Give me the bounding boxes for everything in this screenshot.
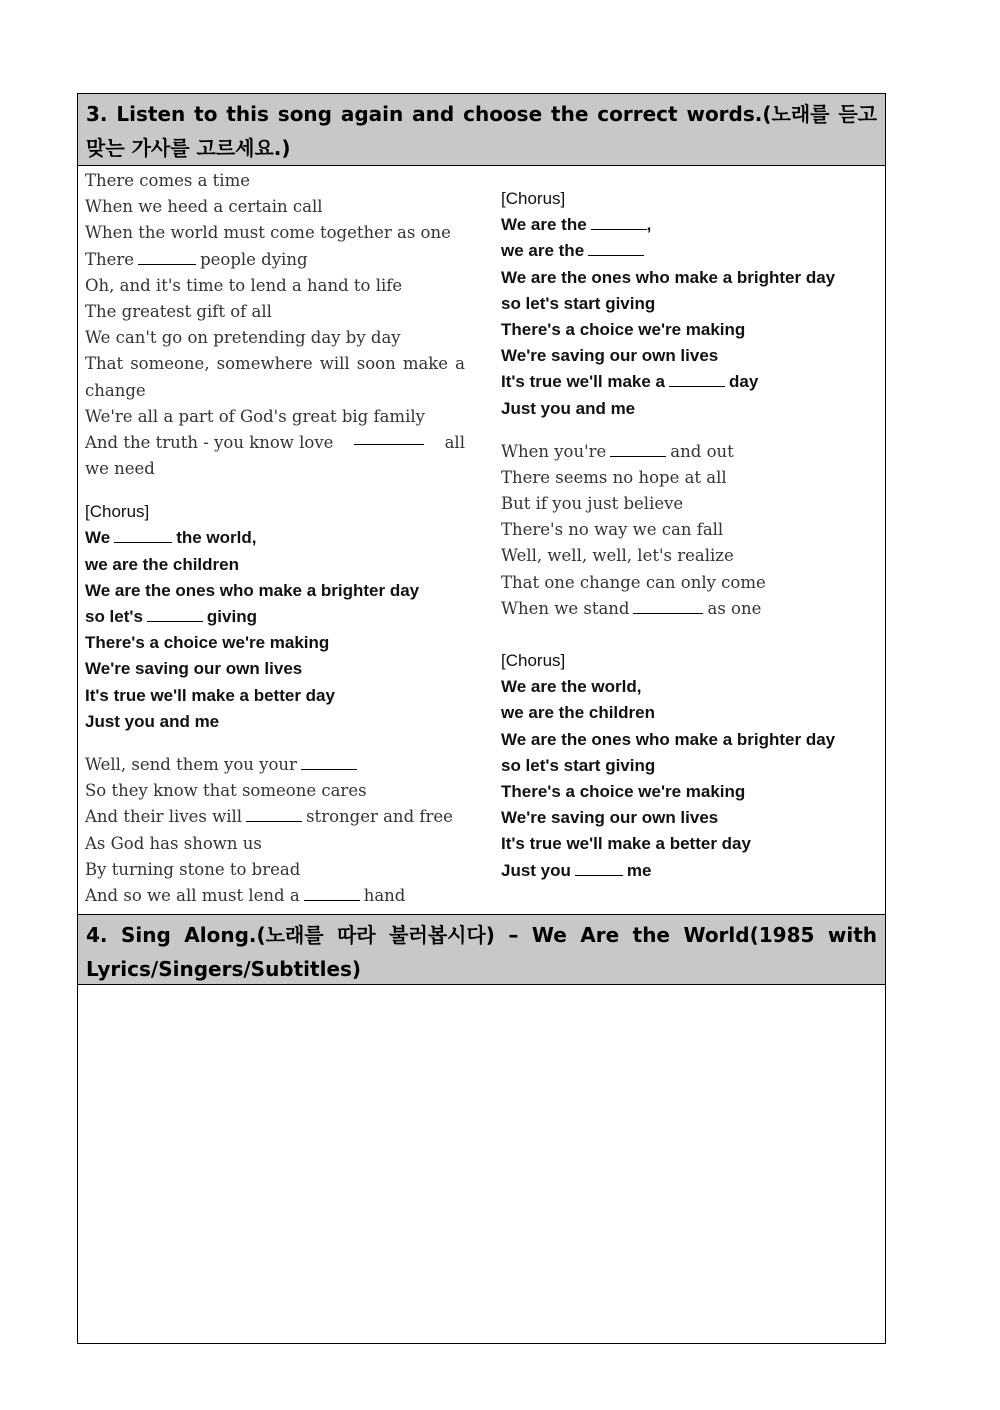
lyric-line — [85, 604, 465, 630]
lyric-line: There seems no hope at all — [501, 467, 727, 487]
lyric-line: We are the ones who make a brighter day — [85, 580, 420, 600]
lyric-line — [85, 883, 465, 909]
lyric-line — [501, 439, 871, 465]
lyric-text: We are the — [501, 215, 587, 235]
lyrics-right-column — [501, 186, 871, 884]
lyric-line: so let's start giving — [501, 293, 656, 313]
lyrics-left-column — [85, 168, 465, 909]
lyric-text: giving — [206, 607, 257, 627]
lyric-line — [85, 525, 465, 551]
lyric-line: We're all a part of God's great big family — [85, 406, 425, 426]
lyric-line — [501, 369, 871, 395]
lyric-line — [501, 858, 871, 884]
answer-blank[interactable] — [138, 250, 196, 265]
lyric-line: It's true we'll make a better day — [85, 685, 335, 705]
lyric-text: Just you — [501, 860, 571, 880]
lyric-text: the world, — [176, 528, 257, 548]
lyric-line — [85, 804, 465, 830]
lyric-line: That one change can only come — [501, 572, 766, 592]
lyric-text: There — [85, 249, 135, 269]
lyric-line — [85, 430, 465, 456]
lyric-line: That someone, somewhere will soon make a change — [85, 354, 465, 400]
lyric-line — [85, 752, 465, 778]
chorus-label: [Chorus] — [501, 189, 566, 208]
lyric-text: We — [85, 528, 111, 548]
lyrics-area — [78, 166, 885, 914]
lyric-line: we are the children — [501, 703, 655, 723]
lyric-line: we are the children — [85, 554, 239, 574]
lyric-line: Well, well, well, let's realize — [501, 546, 734, 566]
answer-blank[interactable] — [610, 442, 666, 457]
lyric-line: We can't go on pretending day by day — [85, 328, 401, 348]
lyric-line: As God has shown us — [85, 833, 262, 853]
lyric-line: There comes a time — [85, 171, 250, 190]
lyric-line: Just you and me — [85, 711, 220, 731]
lyric-line — [85, 247, 465, 273]
worksheet — [77, 93, 886, 1344]
lyric-line: Oh, and it's time to lend a hand to life — [85, 275, 403, 295]
lyric-text: , — [646, 215, 652, 235]
lyric-line: There's a choice we're making — [85, 633, 330, 653]
lyric-line: We are the ones who make a brighter day — [501, 729, 836, 749]
lyric-text: and out — [670, 441, 734, 461]
lyric-line: When the world must come together as one — [85, 223, 451, 243]
lyric-text: When you're — [501, 441, 607, 461]
lyric-line: Just you and me — [501, 398, 636, 418]
lyric-line — [501, 212, 871, 238]
lyric-line: We're saving our own lives — [501, 346, 719, 366]
lyric-text: all — [444, 432, 465, 452]
lyric-line: It's true we'll make a better day — [501, 834, 751, 854]
lyric-text: Well, send them you your — [85, 754, 297, 774]
section-3-header — [78, 94, 885, 166]
section-3-title: 3. Listen to this song again and choose the correct words.(노래를 듣고 맞는 가사를 고르세요.) — [86, 102, 877, 160]
lyric-line: We are the ones who make a brighter day — [501, 267, 836, 287]
chorus-label: [Chorus] — [85, 502, 150, 522]
answer-blank[interactable] — [591, 215, 647, 230]
lyric-text: people dying — [200, 249, 308, 269]
lyric-text: so let's — [85, 607, 143, 627]
answer-blank[interactable] — [147, 607, 203, 622]
lyric-line: The greatest gift of all — [85, 301, 272, 321]
lyric-text: And so we all must lend a — [85, 885, 300, 905]
lyric-line: There's a choice we're making — [501, 781, 746, 801]
answer-blank[interactable] — [354, 430, 424, 445]
answer-blank[interactable] — [301, 755, 357, 770]
answer-blank[interactable] — [588, 241, 644, 256]
chorus-label: [Chorus] — [501, 651, 566, 670]
lyric-text: stronger and free — [306, 807, 453, 827]
lyric-text: me — [626, 860, 652, 880]
lyric-line: We're saving our own lives — [85, 659, 303, 679]
section-4-title: 4. Sing Along.(노래를 따라 불러봅시다) – We Are the World(1985 with Lyrics/Singers/Subtitles) — [86, 923, 877, 981]
lyric-line: When we heed a certain call — [85, 197, 323, 217]
lyric-line: We are the world, — [501, 677, 642, 697]
lyric-line: There's no way we can fall — [501, 520, 724, 540]
answer-blank[interactable] — [669, 372, 725, 387]
lyric-text: we are the — [501, 241, 585, 261]
lyric-line: so let's start giving — [501, 755, 656, 775]
lyric-text: When we stand — [501, 598, 630, 618]
answer-blank[interactable] — [633, 599, 703, 614]
lyric-text: And the truth - you know love — [85, 432, 334, 452]
answer-blank[interactable] — [246, 807, 302, 822]
lyric-line: But if you just believe — [501, 494, 684, 514]
lyric-line: We're saving our own lives — [501, 808, 719, 828]
lyric-line — [501, 238, 871, 264]
lyric-line: By turning stone to bread — [85, 859, 301, 879]
lyric-text: day — [729, 372, 759, 392]
answer-blank[interactable] — [304, 886, 360, 901]
lyric-text: And their lives will — [85, 807, 243, 827]
lyric-line — [501, 596, 871, 622]
lyric-text: hand — [363, 885, 406, 905]
lyric-text: It's true we'll make a — [501, 372, 665, 392]
section-4-header — [78, 914, 885, 985]
answer-blank[interactable] — [114, 528, 172, 543]
sing-along-area — [78, 985, 885, 1343]
answer-blank[interactable] — [575, 861, 623, 876]
lyric-line: we need — [85, 459, 155, 479]
lyric-text: as one — [707, 598, 762, 618]
lyric-line: So they know that someone cares — [85, 781, 367, 801]
lyric-line: There's a choice we're making — [501, 319, 746, 339]
